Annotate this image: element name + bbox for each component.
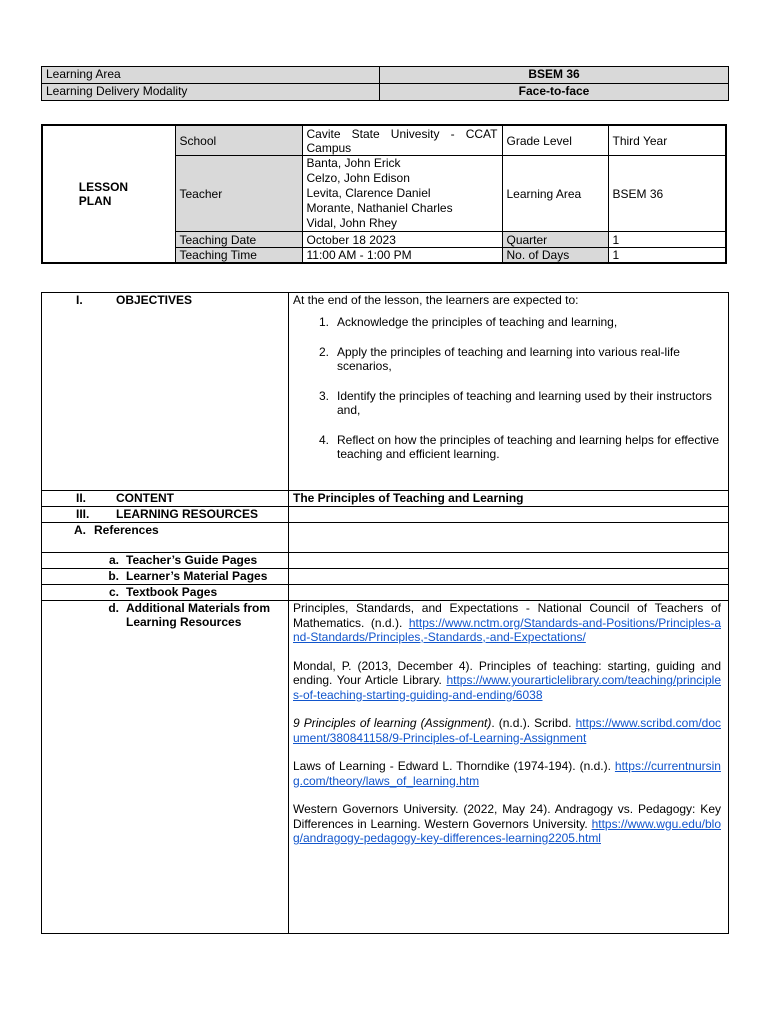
teaching-date-value: October 18 2023 [302, 232, 502, 248]
additional-materials-label: Additional Materials from Learning Resources [126, 601, 271, 629]
teacher-name: Banta, John Erick [306, 156, 401, 170]
school-label: School [175, 125, 302, 156]
reference-link[interactable]: https://www.scribd.com/document/380841158/9-Principles-of-Learning-Assignment [293, 716, 721, 745]
content-heading: CONTENT [116, 491, 174, 505]
quarter-value: 1 [608, 232, 726, 248]
teaching-time-value: 11:00 AM - 1:00 PM [302, 248, 502, 264]
learners-material-label: Learner’s Material Pages [126, 569, 268, 583]
objectives-list [293, 315, 724, 461]
teaching-time-label: Teaching Time [175, 248, 302, 264]
teacher-list [302, 156, 502, 232]
content-value: The Principles of Teaching and Learning [289, 491, 729, 507]
reference-link[interactable]: https://www.yourarticlelibrary.com/teaching/principles-of-teaching-starting-guiding-and-ending/6038 [293, 673, 721, 702]
reference-link[interactable]: https://www.nctm.org/Standards-and-Positions/Principles-and-Standards/Principles,-Standards,-and-Expectations/ [293, 615, 721, 644]
header-row [42, 67, 729, 84]
days-value: 1 [608, 248, 726, 264]
reference-entry: Western Governors University. (2022, May 24). Andragogy vs. Pedagogy: Key Differences in Learning. Western Governors University. https://www.wgu.edu/blog/andragogy-pedagogy-key-differences-learning2205.html [293, 802, 721, 845]
header-label: Learning Delivery Modality [42, 84, 380, 101]
learning-area-value: BSEM 36 [608, 156, 726, 232]
days-label: No. of Days [502, 248, 608, 264]
header-table [41, 66, 729, 101]
quarter-label: Quarter [502, 232, 608, 248]
references-row: A. References [42, 523, 729, 553]
table-row: a. Teacher’s Guide Pages [42, 553, 729, 569]
teachers-guide-label: Teacher’s Guide Pages [126, 553, 258, 567]
list-item: 3. Identify the principles of teaching and learning used by their instructors and, [319, 389, 712, 417]
header-label: Learning Area [42, 67, 380, 84]
content-row: II. CONTENT The Principles of Teaching and Learning [42, 491, 729, 507]
teacher-label: Teacher [175, 156, 302, 232]
reference-entry: 9 Principles of learning (Assignment). (n.d.). Scribd. https://www.scribd.com/document/380841158/9-Principles-of-Learning-Assignment [293, 716, 721, 745]
header-value: Face-to-face [380, 84, 729, 101]
objectives-intro: At the end of the lesson, the learners are expected to: [293, 293, 579, 307]
section-number: I. [76, 293, 83, 307]
school-value: Cavite State Univesity - CCAT Campus [302, 125, 502, 156]
reference-entry: Principles, Standards, and Expectations - National Council of Teachers of Mathematics. (n.d.). https://www.nctm.org/Standards-and-Positions/Principles-and-Standards/Principles,-Standards,-and-Expectations/ [293, 601, 721, 644]
resources-row: III. LEARNING RESOURCES [42, 507, 729, 523]
plan-table [41, 292, 729, 934]
table-row: b. Learner’s Material Pages [42, 569, 729, 585]
additional-materials-row: d. Additional Materials from Learning Resources Principles, Standards, and Expectations - National Council of Teachers of Mathematics. (n.d.). https://www.nctm.org/Standards-and-Positions/Principles-and-Standards/Principles,-Standards,-and-Expectations/ Mondal, P. (2013, December 4). Principles of teaching: starting, guiding and ending. Your Article Library. https://www.yourarticlelibrary.com/teaching/principles-of-teaching-starting-guiding-and-ending/6038 9 Principles of learning (Assignment). (n.d.). Scribd. https://www.scribd.com/document/380841158/9-Principles-of-Learning-Assignment Laws of Learning - Edward L. Thorndike (1974-194). (n.d.). https://currentnursing.com/theory/laws_of_learning.htm Western Governors University. (2022, May 24). Andragogy vs. Pedagogy: Key Differences in Learning. Western Governors University. https://www.wgu.edu/blog/andragogy-pedagogy-key-differences-learning2205.html [42, 601, 729, 934]
resources-heading: LEARNING RESOURCES [116, 507, 259, 521]
reference-link[interactable]: https://currentnursing.com/theory/laws_of_learning.htm [293, 759, 721, 788]
objectives-row [42, 293, 729, 491]
teacher-name: Vidal, John Rhey [306, 216, 398, 230]
reference-entry: Mondal, P. (2013, December 4). Principles of teaching: starting, guiding and ending. Your Article Library. https://www.yourarticlelibrary.com/teaching/principles-of-teaching-starting-guiding-and-ending/6038 [293, 658, 721, 702]
teacher-name: Morante, Nathaniel Charles [306, 201, 453, 215]
teacher-name: Celzo, John Edison [306, 171, 410, 185]
list-item: 4. Reflect on how the principles of teaching and learning helps for effective teaching and efficient learning. [319, 433, 720, 461]
teaching-date-label: Teaching Date [175, 232, 302, 248]
list-item: 2. Apply the principles of teaching and learning into various real-life scenarios, [319, 345, 680, 373]
list-item: 1. Acknowledge the principles of teaching and learning, [319, 315, 618, 329]
lesson-plan-table [41, 124, 727, 264]
teacher-name: Levita, Clarence Daniel [306, 186, 431, 200]
learning-area-label: Learning Area [502, 156, 608, 232]
reference-link[interactable]: https://www.wgu.edu/blog/andragogy-pedagogy-key-differences-learning2205.html [293, 816, 721, 845]
references-heading: References [94, 523, 159, 537]
textbook-pages-label: Textbook Pages [126, 585, 218, 599]
grade-level-value: Third Year [608, 125, 726, 156]
lesson-plan-title: LESSON PLAN [42, 125, 175, 263]
reference-entry: Laws of Learning - Edward L. Thorndike (1974-194). (n.d.). https://currentnursing.com/theory/laws_of_learning.htm [293, 759, 721, 788]
header-value: BSEM 36 [380, 67, 729, 84]
table-row: c. Textbook Pages [42, 585, 729, 601]
header-row [42, 84, 729, 101]
objectives-heading: OBJECTIVES [116, 293, 193, 307]
grade-level-label: Grade Level [502, 125, 608, 156]
